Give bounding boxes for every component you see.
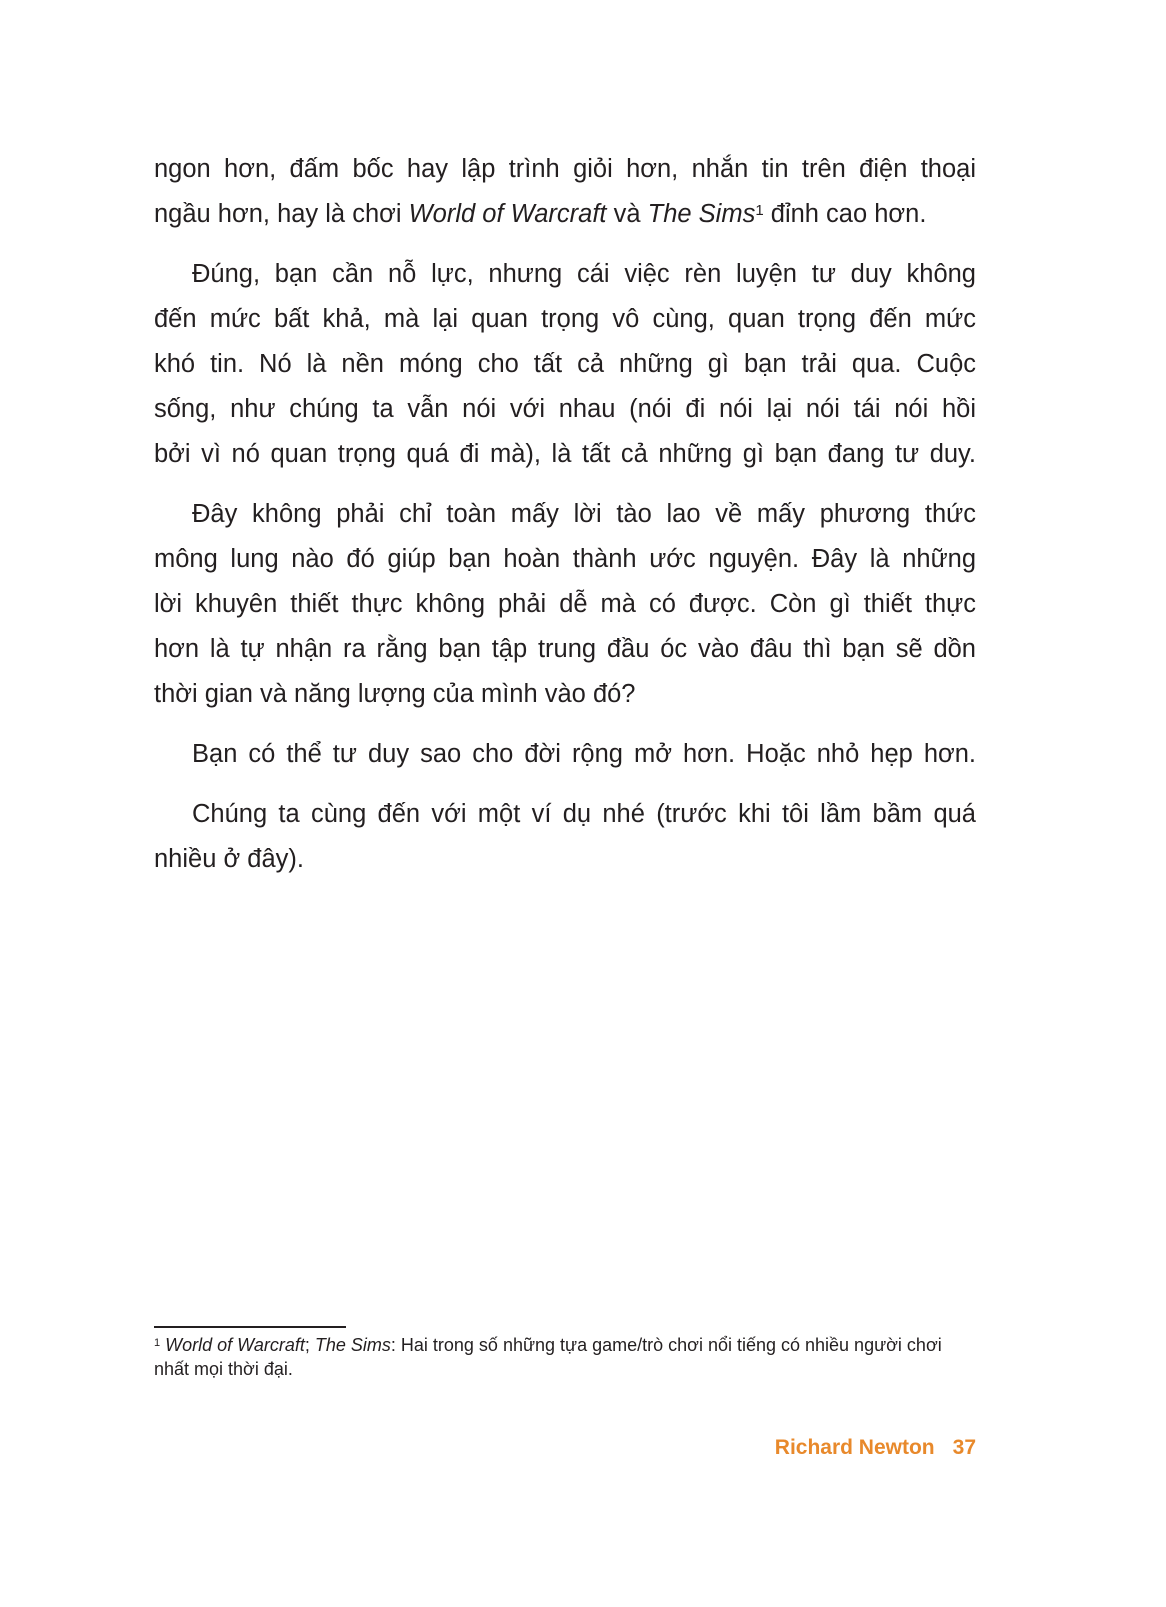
paragraph-2 — [154, 252, 976, 477]
text-line: Bạn có thể tư duy sao cho đời rộng mở hơn. Hoặc nhỏ hẹp hơn. — [192, 740, 976, 768]
game-title: The Sims — [647, 200, 756, 228]
game-title: The Sims — [314, 1335, 391, 1355]
text: ; — [304, 1335, 315, 1355]
footnote-divider — [154, 1326, 346, 1328]
text-line: lời khuyên thiết thực không phải dễ mà có được. Còn gì thiết thực — [154, 590, 976, 618]
paragraph-5 — [154, 792, 976, 882]
author-name: Richard Newton — [774, 1436, 935, 1459]
footnote-text: : Hai trong số những tựa game/trò chơi nổi tiếng có nhiều người chơi nhất mọi thời đại. — [154, 1335, 942, 1379]
text: đỉnh cao hơn. — [763, 200, 927, 228]
text-line: nhiều ở đây). — [154, 845, 304, 873]
text: ngầu hơn, hay là chơi — [154, 200, 409, 228]
footnote — [154, 1333, 976, 1381]
text-line: bởi vì nó quan trọng quá đi mà), là tất cả những gì bạn đang tư duy. — [154, 440, 976, 468]
page-number: 37 — [952, 1436, 976, 1459]
paragraph-1 — [154, 147, 976, 237]
page-footer — [775, 1436, 976, 1460]
game-title: World of Warcraft — [165, 1335, 305, 1355]
paragraph-3 — [154, 492, 976, 717]
text-line: thời gian và năng lượng của mình vào đó? — [154, 680, 636, 708]
text-line: ngon hơn, đấm bốc hay lập trình giỏi hơn, nhắn tin trên điện thoại — [154, 155, 976, 183]
text-line: mông lung nào đó giúp bạn hoàn thành ước nguyện. Đây là những — [154, 545, 976, 573]
paragraph-4 — [154, 732, 976, 777]
text-line: hơn là tự nhận ra rằng bạn tập trung đầu óc vào đâu thì bạn sẽ dồn — [154, 635, 976, 663]
text-line: Chúng ta cùng đến với một ví dụ nhé (trước khi tôi lầm bầm quá — [192, 800, 976, 828]
text-line: khó tin. Nó là nền móng cho tất cả những gì bạn trải qua. Cuộc — [154, 350, 976, 378]
text-line: Đây không phải chỉ toàn mấy lời tào lao về mấy phương thức — [192, 500, 976, 528]
text-line: sống, như chúng ta vẫn nói với nhau (nói đi nói lại nói tái nói hồi — [154, 395, 976, 423]
game-title: World of Warcraft — [408, 200, 607, 228]
footnote-marker: 1 — [154, 1337, 161, 1349]
text-line: đến mức bất khả, mà lại quan trọng vô cùng, quan trọng đến mức — [154, 305, 976, 333]
text-line — [154, 192, 976, 237]
text-line: Đúng, bạn cần nỗ lực, nhưng cái việc rèn luyện tư duy không — [192, 260, 976, 288]
text: và — [606, 200, 648, 228]
footnote-ref[interactable]: 1 — [755, 202, 764, 219]
body-text — [154, 147, 976, 897]
